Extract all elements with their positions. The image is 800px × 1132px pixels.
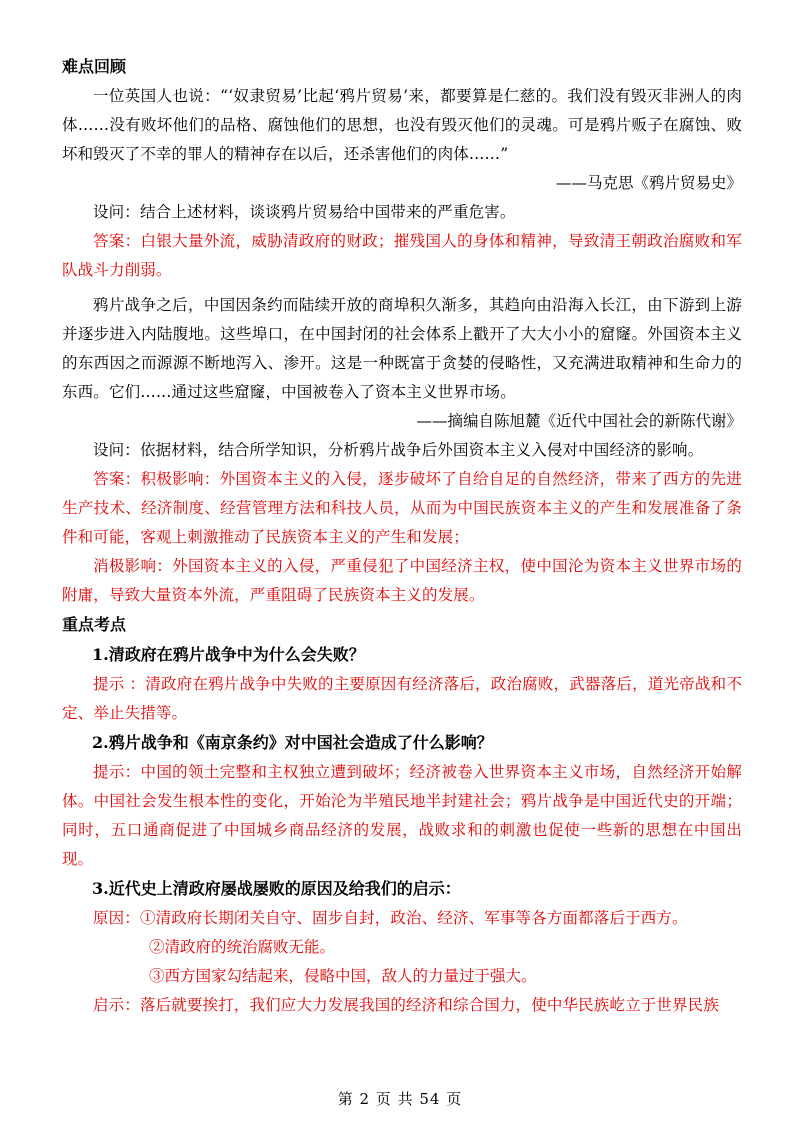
- quote-source: ——马克思《鸦片贸易史》: [555, 174, 742, 192]
- section-heading-difficulties: 难点回顾: [62, 57, 127, 76]
- key-point-2-question: 2.鸦片战争和《南京条约》对中国社会造成了什么影响？: [92, 733, 493, 752]
- key-point-3-reason-1: 原因：①清政府长期闭关自守、固步自封，政治、经济、军事等各方面都落后于西方。: [93, 909, 688, 927]
- section-heading-key-points: 重点考点: [62, 615, 127, 634]
- key-point-3-lesson: 启示：落后就要挨打，我们应大力发展我国的经济和综合国力，使中华民族屹立于世界民族: [93, 996, 720, 1014]
- key-point-3-question: 3.近代史上清政府屡战屡败的原因及给我们的启示：: [92, 879, 461, 898]
- key-point-1-hint: 提示 ：清政府在鸦片战争中失败的主要原因有经济落后，政治腐败，武器落后，道光帝战和不定、举止失措等。: [62, 675, 742, 722]
- key-point-3-reason-3: ③西方国家勾结起来，侵略中国，敌人的力量过于强大。: [149, 967, 537, 985]
- page-number-footer: 第 2 页 共 54 页: [337, 1090, 463, 1108]
- question-1: 设问：结合上述材料，谈谈鸦片贸易给中国带来的严重危害。: [93, 203, 516, 221]
- document-page: [62, 52, 742, 1020]
- key-point-1-question: 1.清政府在鸦片战争中为什么会失败？: [92, 645, 365, 664]
- answer-2-negative: 消极影响：外国资本主义的入侵，严重侵犯了中国经济主权，使中国沦为资本主义世界市场的附庸，导致大量资本外流，严重阻碍了民族资本主义的发展。: [62, 557, 742, 604]
- answer-2-positive: 答案：积极影响：外国资本主义的入侵，逐步破坏了自给自足的自然经济，带来了西方的先进生产技术、经济制度、经营管理方法和科技人员，从而为中国民族资本主义的产生和发展准备了条件和可能，客观上刺激推动了民族资本主义的产生和发展；: [62, 470, 742, 546]
- question-2: 设问：依据材料，结合所学知识，分析鸦片战争后外国资本主义入侵对中国经济的影响。: [93, 441, 704, 459]
- answer-1: 答案：白银大量外流，威胁清政府的财政；摧残国人的身体和精神，导致清王朝政治腐败和军队战斗力削弱。: [62, 232, 742, 279]
- paragraph-2-source: ——摘编自陈旭麓《近代中国社会的新陈代谢》: [416, 412, 742, 430]
- material-quote: 一位英国人也说：“‘奴隶贸易’比起‘鸦片贸易’来，都要算是仁慈的。我们没有毁灭非洲人的肉体……没有败坏他们的品格、腐蚀他们的思想，也没有毁灭他们的灵魂。可是鸦片贩子在腐蚀、败坏和毁灭了不幸的罪人的精神存在以后，还杀害他们的肉体……”: [62, 87, 742, 163]
- key-point-2-hint: 提示：中国的领土完整和主权独立遭到破坏；经济被卷入世界资本主义市场，自然经济开始解体。中国社会发生根本性的变化，开始沦为半殖民地半封建社会；鸦片战争是中国近代史的开端；同时，五口通商促进了中国城乡商品经济的发展，战败求和的刺激也促使一些新的思想在中国出现。: [62, 763, 742, 868]
- material-paragraph-2: 鸦片战争之后，中国因条约而陆续开放的商埠积久渐多，其趋向由沿海入长江，由下游到上游并逐步进入内陆腹地。这些埠口，在中国封闭的社会体系上戳开了大大小小的窟窿。外国资本主义的东西因之而源源不断地泻入、渗开。这是一种既富于贪婪的侵略性，又充满进取精神和生命力的东西。它们……通过这些窟窿，中国被卷入了资本主义世界市场。: [62, 296, 742, 401]
- key-point-3-reason-2: ②清政府的统治腐败无能。: [149, 938, 336, 956]
